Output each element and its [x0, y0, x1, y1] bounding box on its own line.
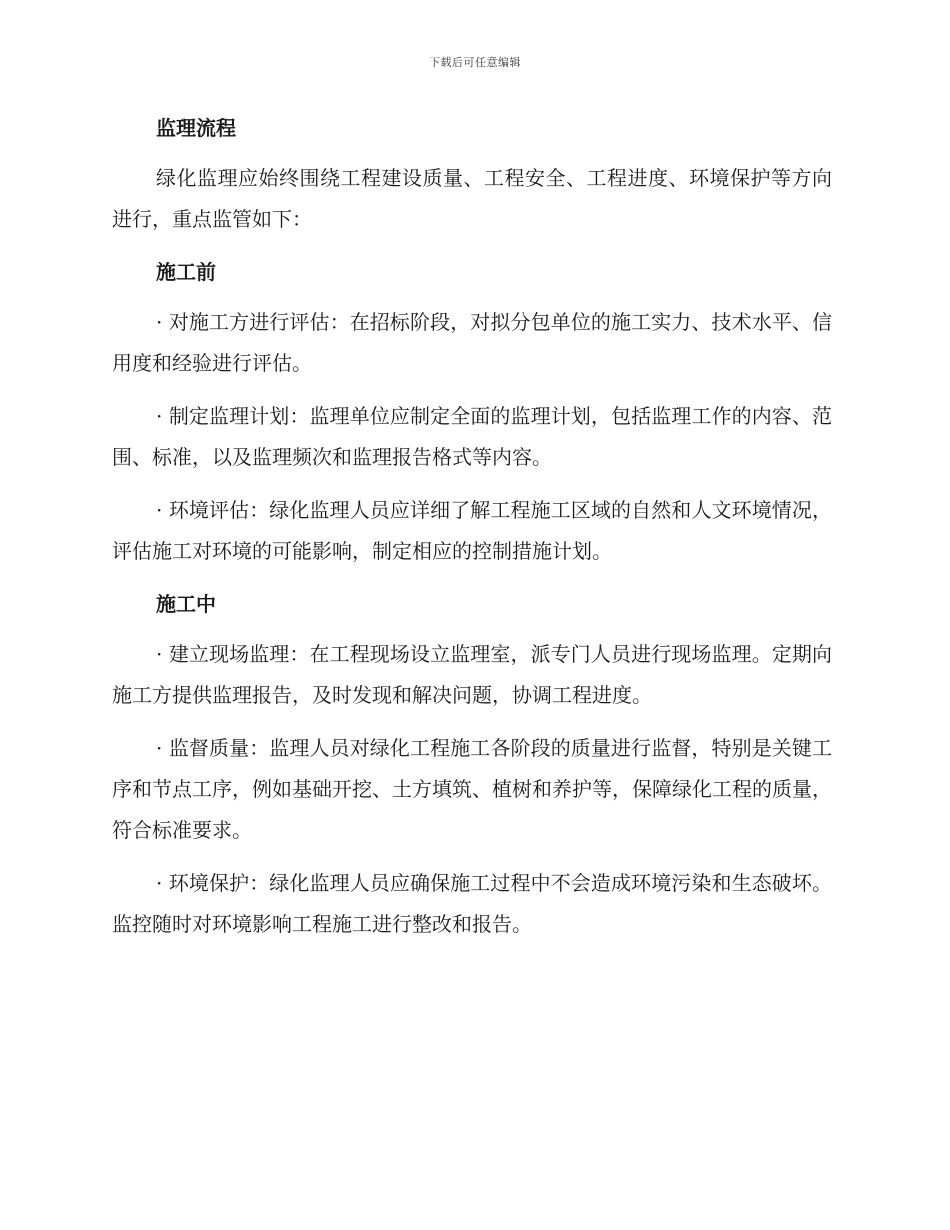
intro-paragraph: 绿化监理应始终围绕工程建设质量、工程安全、工程进度、环境保护等方向进行，重点监管如下：	[112, 166, 832, 231]
document-body	[112, 108, 832, 957]
during-item-environmental-protection: · 环境保护：绿化监理人员应确保施工过程中不会造成环境污染和生态破坏。监控随时对环境影响工程施工进行整改和报告。	[112, 871, 832, 936]
pre-item-plan: · 制定监理计划：监理单位应制定全面的监理计划，包括监理工作的内容、范围、标准，以及监理频次和监理报告格式等内容。	[112, 404, 832, 469]
pre-item-evaluation: · 对施工方进行评估：在招标阶段，对拟分包单位的施工实力、技术水平、信用度和经验进行评估。	[112, 310, 832, 375]
pre-construction-heading: 施工前	[156, 260, 216, 284]
during-item-site-supervision: · 建立现场监理：在工程现场设立监理室，派专门人员进行现场监理。定期向施工方提供监理报告，及时发现和解决问题，协调工程进度。	[112, 642, 832, 707]
pre-item-environment: · 环境评估：绿化监理人员应详细了解工程施工区域的自然和人文环境情况，评估施工对环境的可能影响，制定相应的控制措施计划。	[112, 498, 832, 563]
page-header: 下载后可任意编辑	[429, 56, 521, 69]
during-item-quality: · 监督质量：监理人员对绿化工程施工各阶段的质量进行监督，特别是关键工序和节点工序，例如基础开挖、土方填筑、植树和养护等，保障绿化工程的质量，符合标准要求。	[112, 736, 832, 842]
section-title: 监理流程	[156, 116, 236, 140]
during-construction-heading: 施工中	[156, 592, 216, 616]
